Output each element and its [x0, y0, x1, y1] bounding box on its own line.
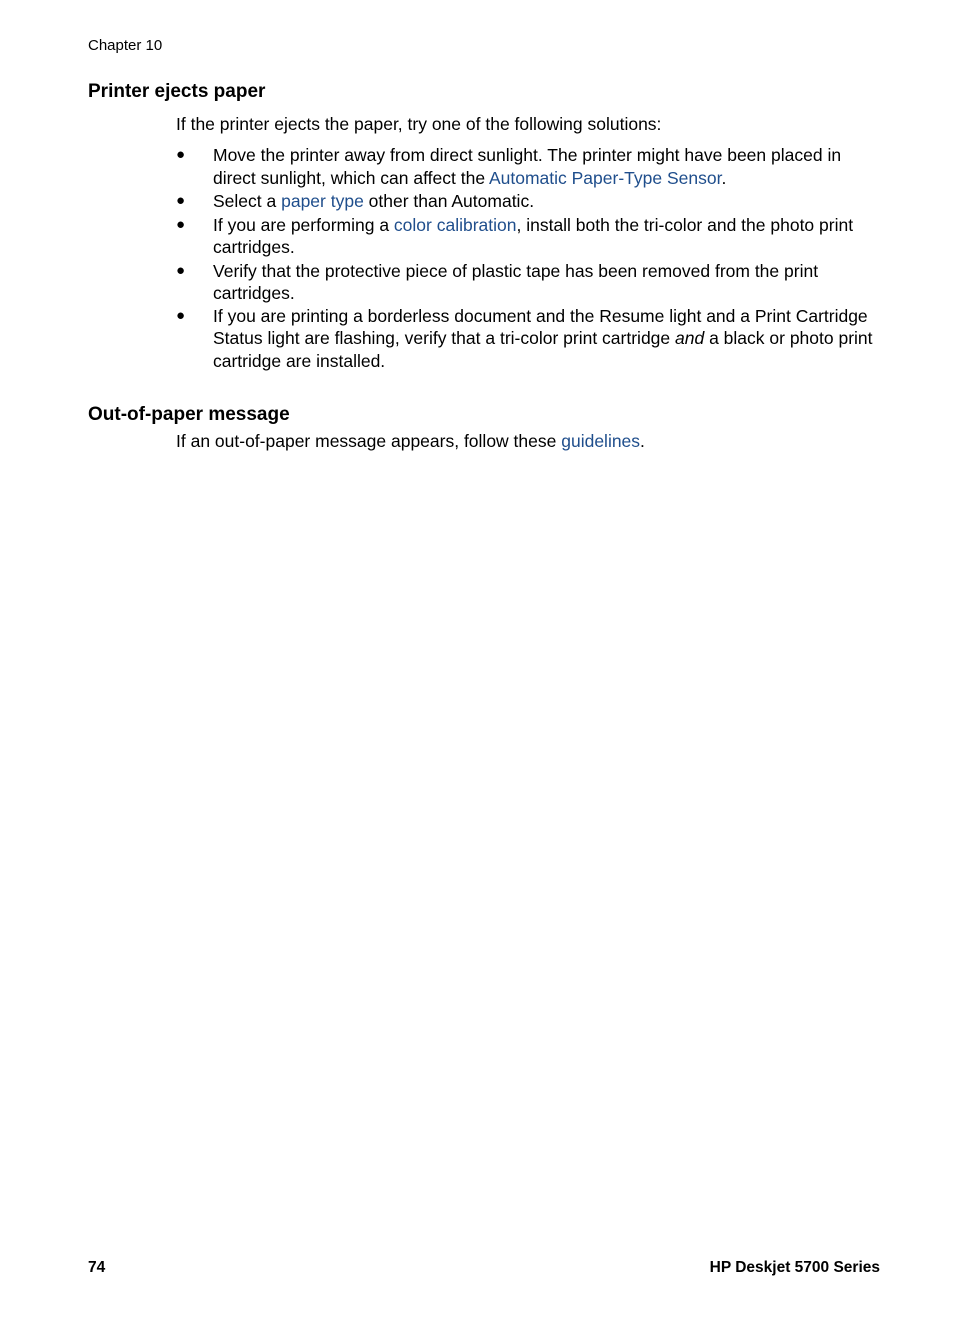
guidelines-link[interactable]: guidelines — [561, 431, 641, 451]
list-item — [176, 214, 886, 259]
paper-type-link[interactable]: paper type — [281, 191, 364, 211]
list-item — [176, 190, 886, 213]
item-text: , install both the tri-color and the photo print cartridges. — [213, 214, 854, 257]
section-heading-printer-ejects-paper: Printer ejects paper — [88, 81, 266, 102]
bullet-icon: ● — [176, 306, 186, 324]
bullet-icon: ● — [176, 192, 186, 209]
emphasis-text: and — [675, 328, 705, 348]
bullet-icon: ● — [176, 146, 186, 163]
item-text: a black or photo print cartridge are installed. — [213, 328, 873, 371]
product-name: HP Deskjet 5700 Series — [709, 1259, 880, 1276]
page-number: 74 — [88, 1259, 106, 1276]
item-text: Select a — [213, 191, 282, 211]
solutions-list — [176, 144, 886, 372]
list-item — [176, 260, 886, 305]
section-intro: If the printer ejects the paper, try one of the following solutions: — [176, 114, 662, 134]
item-text: other than Automatic. — [363, 191, 535, 211]
list-item — [176, 305, 886, 373]
bullet-icon: ● — [176, 215, 186, 233]
section-text-before: If an out-of-paper message appears, follow these — [176, 431, 562, 451]
item-text: Move the printer away from direct sunlight. The printer might have been placed in direct sunlight, which can affect the — [213, 145, 842, 188]
item-text: If you are printing a borderless document and the Resume light and a Print Cartridge Status light are flashing, verify that a tri-color print cartridge — [213, 305, 868, 348]
item-text: Verify that the protective piece of plastic tape has been removed from the print cartridges. — [213, 260, 819, 303]
chapter-label: Chapter 10 — [88, 37, 163, 54]
bullet-icon: ● — [176, 261, 186, 279]
section-text — [176, 430, 645, 452]
item-text: . — [721, 167, 727, 188]
section-heading-out-of-paper-message: Out-of-paper message — [88, 404, 290, 425]
item-text: If you are performing a — [213, 214, 394, 235]
automatic-paper-type-sensor-link[interactable]: Automatic Paper-Type Sensor — [488, 167, 722, 188]
color-calibration-link[interactable]: color calibration — [393, 214, 517, 235]
section-text-after: . — [640, 431, 645, 451]
list-item — [176, 144, 886, 189]
